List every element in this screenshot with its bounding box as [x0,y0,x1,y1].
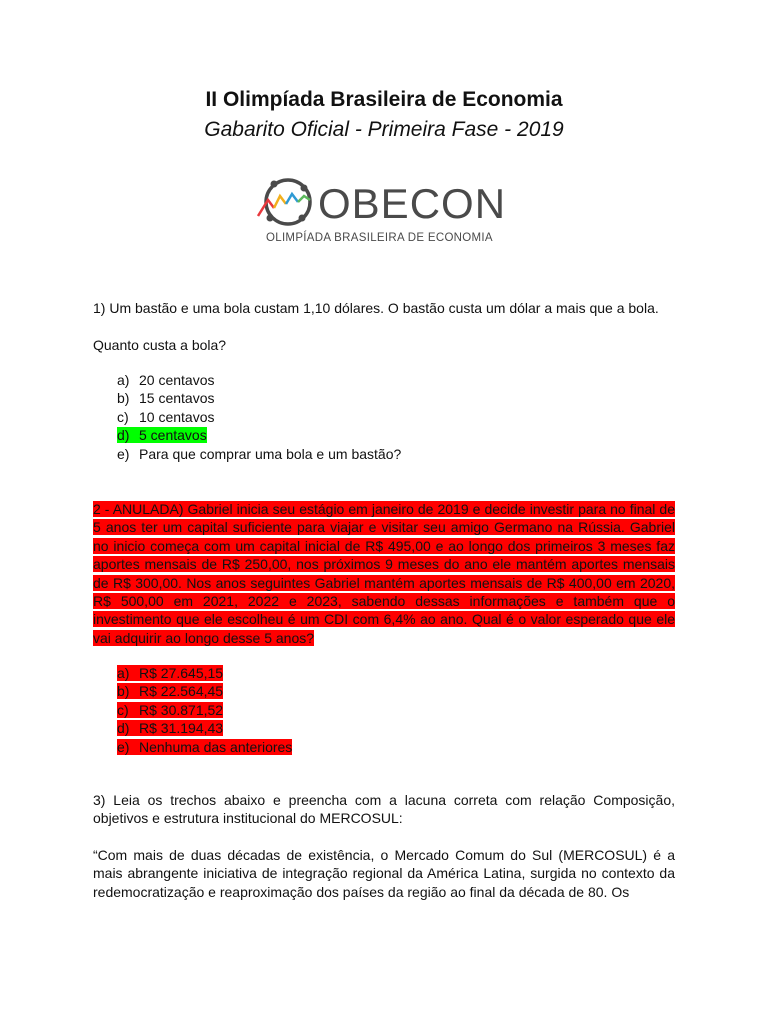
question-3-statement: 3) Leia os trechos abaixo e preencha com a lacuna correta com relação Composição, objetivos e estrutura institucional do MERCOSUL: [93,792,675,827]
page-subtitle: Gabarito Oficial - Primeira Fase - 2019 [204,118,564,141]
question-2-statement [93,500,675,647]
option-1b: b) 15 centavos [117,390,215,407]
option-2b: b) R$ 22.564,45 [117,683,224,700]
question-1-options [117,371,401,463]
option-2c: c) R$ 30.871,52 [117,701,224,718]
obecon-logo [254,174,518,250]
question-1-statement: 1) Um bastão e uma bola custam 1,10 dólares. O bastão custa um dólar a mais que a bola. [93,300,659,316]
option-2d: d) R$ 31.194,43 [117,720,224,737]
option-1d-correct: d) 5 centavos [117,427,207,444]
option-1a: a) 20 centavos [117,372,215,388]
question-1-prompt: Quanto custa a bola? [93,337,227,353]
obecon-logo-mark-icon [254,174,314,230]
option-2e: e) Nenhuma das anteriores [117,738,293,755]
logo-tagline: OLIMPÍADA BRASILEIRA DE ECONOMIA [266,232,493,244]
page-title: II Olimpíada Brasileira de Economia [205,88,563,111]
logo-wordmark: OBECON [318,180,507,227]
option-2a: a) R$ 27.645,15 [117,665,224,681]
question-2-annulled-text: 2 - ANULADA) Gabriel inicia seu estágio em janeiro de 2019 e decide investir para no final de 5 anos ter um capital suficiente para viajar e visitar seu amigo Germano na Rússia. Gabriel no inicio começa com um capital inicial de R$ 495,00 e ao longo dos primeiros 3 meses faz aportes mensais de R$ 250,00, nos próximos 9 meses do ano ele mantém aportes mensais de R$ 300,00. Nos anos seguintes Gabriel mantém aportes mensais de R$ 400,00 em 2020, R$ 500,00 em 2021, 2022 e 2023, sabendo dessas informações e também que o investimento que ele escolheu é um CDI com 6,4% ao ano. Qual é o valor esperado que ele vai adquirir ao longo desse 5 anos? [93,501,675,646]
option-1c: c) 10 centavos [117,408,215,425]
question-2-options [117,664,292,756]
question-3-quote: “Com mais de duas décadas de existência, o Mercado Comum do Sul (MERCOSUL) é a mais abrangente iniciativa de integração regional da América Latina, surgida no contexto da redemocratização e reaproximação dos países da região ao final da década de 80. Os [93,847,675,900]
option-1e: e) Para que comprar uma bola e um bastão? [117,445,402,462]
